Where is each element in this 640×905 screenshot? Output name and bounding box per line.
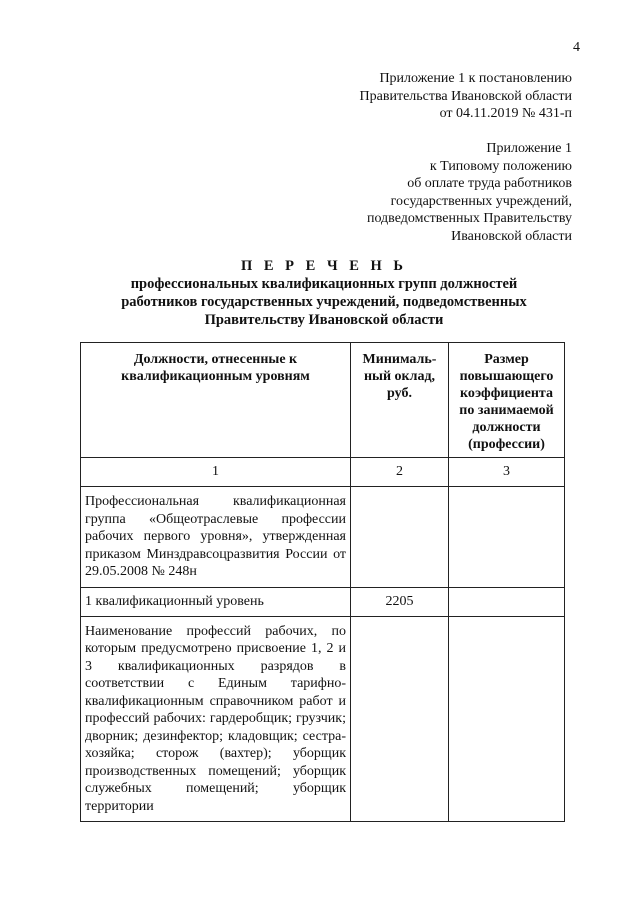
appendix-line: подведомственных Правительству: [366, 211, 572, 226]
qualification-level: 1 квалификационный уровень: [81, 587, 351, 616]
appendix-header-resolution: [300, 70, 572, 123]
appendix-line: Приложение 1 к постановлению: [379, 71, 572, 86]
document-title: [84, 257, 564, 329]
appendix-line: к Типовому положению: [429, 158, 572, 174]
appendix-header-regulation: [300, 140, 572, 245]
min-salary-cell: [351, 487, 449, 588]
appendix-line: Правительства Ивановской области: [359, 88, 572, 104]
professions-list: Наименование профессий рабочих, по которым предусмотрено присвоение 1, 2 и 3 квалификационных разрядов в соответствии с Единым тарифно-квалификационным справочником работ и профессий рабочих: гардеробщик; грузчик; дворник; дезинфектор; кладовщик; сестра-хозяйка; сторож (вахтер); уборщик производственных помещений; уборщик служебных помещений; уборщик территории: [81, 616, 351, 822]
min-salary-cell: [351, 616, 449, 822]
table-row: [81, 487, 565, 588]
table-row: [81, 587, 565, 616]
header-min-salary: Минималь-ный оклад, руб.: [351, 343, 449, 458]
column-number: 3: [449, 458, 565, 487]
appendix-line: об оплате труда работников: [407, 176, 572, 191]
appendix-line: государственных учреждений,: [390, 193, 572, 209]
coefficient-cell: [449, 487, 565, 588]
column-number: 2: [351, 458, 449, 487]
column-number: 1: [81, 458, 351, 487]
min-salary-cell: 2205: [351, 587, 449, 616]
title-main: П Е Р Е Ч Е Н Ь: [240, 258, 408, 274]
appendix-line: от 04.11.2019 № 431-п: [439, 106, 572, 121]
qualification-group-description: Профессиональная квалификационная группа «Общеотраслевые профессии рабочих первого уровня», утвержденная приказом Минздравсоцразвития России от 29.05.2008 № 248н: [81, 487, 351, 588]
header-coefficient: Размер повышающего коэффициента по занимаемой должности (профессии): [449, 343, 565, 458]
coefficient-cell: [449, 587, 565, 616]
header-positions: Должности, отнесенные к квалификационным уровням: [81, 343, 351, 458]
title-line: Правительству Ивановской области: [204, 312, 444, 328]
coefficient-cell: [449, 616, 565, 822]
appendix-line: Приложение 1: [486, 141, 572, 156]
table-row: [81, 616, 565, 822]
column-number-row: [81, 458, 565, 487]
title-line: профессиональных квалификационных групп должностей: [130, 276, 518, 292]
title-line: работников государственных учреждений, подведомственных: [121, 294, 527, 310]
appendix-line: Ивановской области: [451, 228, 572, 244]
page-number: 4: [573, 40, 580, 55]
qualification-groups-table: [80, 342, 565, 822]
table-header-row: [81, 343, 565, 458]
